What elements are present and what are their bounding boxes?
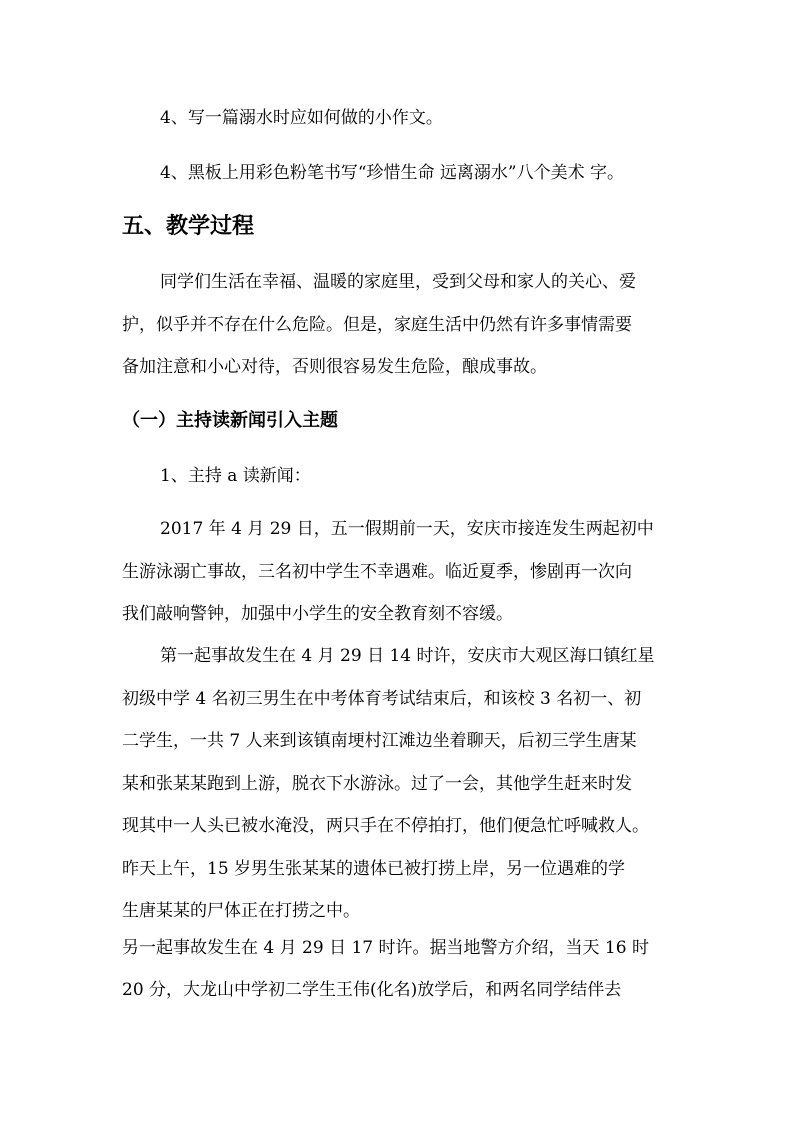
news-para2-line-2: 初级中学 4 名初三男生在中考体育考试结束后，和该校 3 名初一、初 [122,689,642,709]
news-para3-line-2: 20 分，大龙山中学初二学生王伟(化名)放学后，和两名同学结伴去 [122,980,622,1000]
news-para1-line-2: 生游泳溺亡事故，三名初中学生不幸遇难。临近夏季，惨剧再一次向 [122,562,632,582]
news-para1-line-1: 2017 年 4 月 29 日，五一假期前一天，安庆市接连发生两起初中 [160,519,654,539]
intro-line-1: 同学们生活在幸福、温暖的家庭里，受到父母和家人的关心、爱 [160,272,636,292]
news-para3-line-1: 另一起事故发生在 4 月 29 日 17 时许。据当地警方介绍，当天 16 时 [122,938,649,958]
news-para1-line-3: 我们敲响警钟，加强中小学生的安全教育刻不容缓。 [122,604,513,624]
news-para2-line-1: 第一起事故发生在 4 月 29 日 14 时许，安庆市大观区海口镇红星 [160,646,655,666]
news-para2-line-3: 二学生，一共 7 人来到该镇南埂村江滩边坐着聊天，后初三学生唐某 [122,731,637,751]
subsection-title: （一）主持读新闻引入主题 [122,410,338,431]
intro-line-2: 护，似乎并不存在什么危险。但是，家庭生活中仍然有许多事情需要 [122,315,632,335]
news-para2-line-5: 现其中一人头已被水淹没，两只手在不停拍打，他们便急忙呼喊救人。 [122,816,649,836]
intro-line-3: 备加注意和小心对待，否则很容易发生危险，酿成事故。 [122,357,547,377]
step-label: 1、主持 a 读新闻： [160,466,311,486]
news-para2-line-4: 某和张某某跑到上游，脱衣下水游泳。过了一会，其他学生赶来时发 [122,774,632,794]
prep-item-blackboard: 4、黑板上用彩色粉笔书写“珍惜生命 远离溺水”八个美术 字。 [160,163,625,183]
prep-item-essay: 4、写一篇溺水时应如何做的小作文。 [160,108,443,128]
news-para2-line-6: 昨天上午，15 岁男生张某某的遗体已被打捞上岸，另一位遇难的学 [122,859,626,879]
section-title: 五、教学过程 [122,213,255,239]
news-para2-line-7: 生唐某某的尸体正在打捞之中。 [122,901,360,921]
